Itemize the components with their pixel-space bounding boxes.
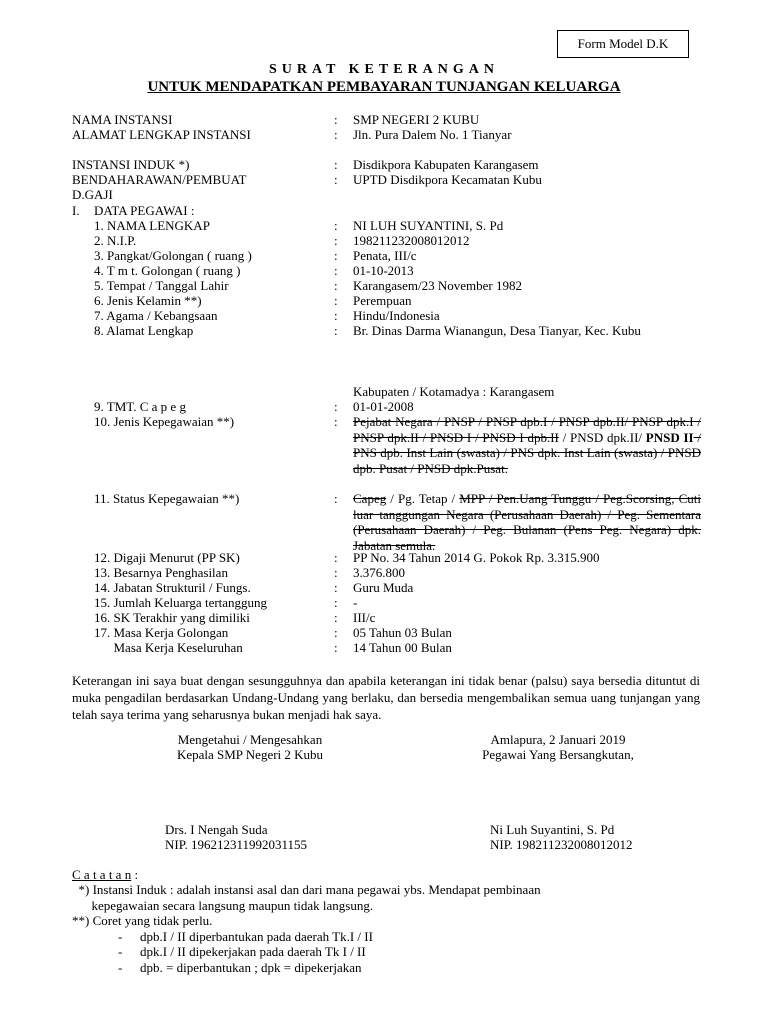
field-value: Hindu/Indonesia — [353, 308, 440, 323]
section-data-pegawai — [0, 203, 768, 218]
note-bullet: - — [118, 960, 123, 975]
field-label: 8. Alamat Lengkap — [94, 323, 194, 338]
field-label: 5. Tempat / Tanggal Lahir — [94, 278, 229, 293]
item-row: 14. Jabatan Strukturil / Fungs. : Guru Muda — [94, 580, 414, 595]
item-row: Masa Kerja Keseluruhan : 14 Tahun 00 Bulan — [94, 640, 452, 655]
note-bullet: - — [118, 944, 123, 959]
field-label: D.GAJI — [72, 187, 113, 202]
notes-title-row — [72, 867, 138, 883]
item-row: 16. SK Terakhir yang dimiliki : III/c — [94, 610, 376, 625]
field-label: Masa Kerja Keseluruhan — [94, 640, 243, 655]
field-value: Jln. Pura Dalem No. 1 Tianyar — [353, 127, 512, 142]
left-sign-line1: Mengetahui / Mengesahkan — [177, 732, 323, 747]
field-label: 4. T m t. Golongan ( ruang ) — [94, 263, 241, 278]
bendahara-row: BENDAHARAWAN/PEMBUAT : UPTD Disdikpora Kecamatan Kubu — [72, 172, 542, 187]
field-value: UPTD Disdikpora Kecamatan Kubu — [353, 172, 542, 187]
item-row: 4. T m t. Golongan ( ruang ) : 01-10-2013 — [94, 263, 414, 278]
field-value: - — [353, 595, 358, 610]
note-bullet-3: dpb. = diperbantukan ; dpk = dipekerjakan — [140, 960, 362, 975]
left-sign-name: Drs. I Nengah Suda — [165, 822, 268, 837]
item-row: 13. Besarnya Penghasilan : 3.376.800 — [94, 565, 405, 580]
notes-title: C a t a t a n — [72, 867, 132, 882]
right-sign-name: Ni Luh Suyantini, S. Pd — [490, 822, 615, 837]
field-value: PP No. 34 Tahun 2014 G. Pokok Rp. 3.315.900 — [353, 550, 600, 565]
left-sign-line2: Kepala SMP Negeri 2 Kubu — [176, 747, 324, 762]
note-2: **) Coret yang tidak perlu. — [72, 913, 213, 928]
note-1b: kepegawaian secara langsung maupun tidak langsung. — [72, 898, 374, 913]
notes-colon: : — [131, 867, 139, 882]
field-label: 13. Besarnya Penghasilan — [94, 565, 228, 580]
section-number: I. — [72, 203, 80, 218]
field-label: 12. Digaji Menurut (PP SK) — [94, 550, 240, 565]
item-row: 5. Tempat / Tanggal Lahir : Karangasem/23 November 1982 — [94, 278, 522, 293]
selected-option: / Pg. Tetap / — [386, 491, 460, 506]
jenis-kepegawaian-row: 10. Jenis Kepegawaian **) : — [94, 414, 338, 429]
right-sign-line2: Pegawai Yang Bersangkutan, — [482, 747, 634, 762]
field-value: NI LUH SUYANTINI, S. Pd — [353, 218, 504, 233]
item-row: 8. Alamat Lengkap : Br. Dinas Darma Wianangun, Desa Tianyar, Kec. Kubu — [94, 323, 641, 338]
bendahara-row-cont — [0, 187, 768, 202]
item-row: 2. N.I.P. : 198211232008012012 — [94, 233, 470, 248]
jenis-kepegawaian-value — [353, 414, 701, 476]
field-value: Perempuan — [353, 293, 412, 308]
item-row: 17. Masa Kerja Golongan : 05 Tahun 03 Bulan — [94, 625, 452, 640]
field-label: NAMA INSTANSI — [72, 112, 173, 127]
field-label: INSTANSI INDUK *) — [72, 157, 190, 172]
document-subtitle: UNTUK MENDAPATKAN PEMBAYARAN TUNJANGAN KELUARGA — [147, 79, 621, 95]
field-value: Penata, III/c — [353, 248, 417, 263]
separator-text: / PNSD dpk.II/ — [558, 429, 646, 445]
field-value: 3.376.800 — [353, 565, 405, 580]
document-title: SURAT KETERANGAN — [268, 62, 499, 77]
field-label: 3. Pangkat/Golongan ( ruang ) — [94, 248, 252, 263]
right-sign-nip: NIP. 198211232008012012 — [490, 837, 633, 852]
field-label: 11. Status Kepegawaian **) — [94, 491, 240, 506]
note-1a: *) Instansi Induk : adalah instansi asal dan dari mana pegawai ybs. Mendapat pembinaan — [72, 882, 541, 897]
field-label: 15. Jumlah Keluarga tertanggung — [94, 595, 268, 610]
item-row: 12. Digaji Menurut (PP SK) : PP No. 34 Tahun 2014 G. Pokok Rp. 3.315.900 — [94, 550, 600, 565]
instansi-induk-row: INSTANSI INDUK *) : Disdikpora Kabupaten Karangasem — [72, 157, 539, 172]
struck-text: / PNS dpb. Inst Lain (swasta) / PNS dpk. Inst Lain (swasta) / PNSD dpb. Pusat / PNSD dpk.Pusat. — [353, 429, 701, 476]
capeg-row: 9. TMT. C a p e g : 01-01-2008 — [94, 399, 414, 414]
field-value: SMP NEGERI 2 KUBU — [353, 112, 480, 127]
right-sign-line1: Amlapura, 2 Januari 2019 — [490, 732, 626, 747]
struck-text: Pejabat Negara / PNSP / PNSP dpb.I / PNSP dpb.II/ PNSP dpk.I / PNSP dpk.II / PNSD I / PNSD I dpb.II — [353, 414, 701, 445]
item-row: 15. Jumlah Keluarga tertanggung : - — [94, 595, 358, 610]
note-bullet-2: dpk.I / II dipekerjakan pada daerah Tk I / II — [140, 944, 366, 959]
field-label: BENDAHARAWAN/PEMBUAT — [72, 172, 247, 187]
field-label: 10. Jenis Kepegawaian **) — [94, 414, 235, 429]
section-title: DATA PEGAWAI : — [94, 203, 195, 218]
selected-option: PNSD II — [645, 429, 694, 445]
field-value: Karangasem/23 November 1982 — [353, 278, 522, 293]
field-value: 14 Tahun 00 Bulan — [353, 640, 452, 655]
status-kepegawaian-value — [353, 491, 701, 553]
item-row: 7. Agama / Kebangsaan : Hindu/Indonesia — [94, 308, 440, 323]
field-value: Disdikpora Kabupaten Karangasem — [353, 157, 539, 172]
field-value: Br. Dinas Darma Wianangun, Desa Tianyar, Kec. Kubu — [353, 323, 641, 338]
field-label: 6. Jenis Kelamin **) — [94, 293, 202, 308]
instansi-alamat-row: ALAMAT LENGKAP INSTANSI : Jln. Pura Dalem No. 1 Tianyar — [72, 127, 512, 142]
field-value: 01-01-2008 — [353, 399, 414, 414]
form-model-box: Form Model D.K — [557, 30, 689, 58]
field-label: 16. SK Terakhir yang dimiliki — [94, 610, 250, 625]
instansi-nama-row: NAMA INSTANSI : SMP NEGERI 2 KUBU — [72, 112, 480, 127]
item-row: 3. Pangkat/Golongan ( ruang ) : Penata, III/c — [94, 248, 417, 263]
item-row: 1. NAMA LENGKAP : NI LUH SUYANTINI, S. Pd — [94, 218, 504, 233]
field-label: ALAMAT LENGKAP INSTANSI — [72, 127, 251, 142]
field-label: 14. Jabatan Strukturil / Fungs. — [94, 580, 251, 595]
struck-text: Capeg — [353, 491, 387, 506]
field-value: 198211232008012012 — [353, 233, 470, 248]
field-label: 1. NAMA LENGKAP — [94, 218, 210, 233]
field-label: 2. N.I.P. — [94, 233, 137, 248]
field-label: 9. TMT. C a p e g — [94, 399, 186, 414]
note-bullet-1: dpb.I / II diperbantukan pada daerah Tk.I / II — [140, 929, 373, 944]
field-value: III/c — [353, 610, 376, 625]
field-value: 01-10-2013 — [353, 263, 414, 278]
field-value: 05 Tahun 03 Bulan — [353, 625, 452, 640]
status-kepegawaian-row: 11. Status Kepegawaian **) : — [94, 491, 338, 506]
note-bullet: - — [118, 929, 123, 944]
field-value: Guru Muda — [353, 580, 414, 595]
struck-text: MPP / Pen.Uang Tunggu / Peg.Scorsing, Cuti luar tanggungan Negara (Perusahaan Daerah) / Peg. Sementara (Perusahaan Daerah) / Peg. Bulanan (Pens Peg. Negara) dpk. Jabatan semula. — [353, 491, 702, 553]
kabupaten-line: Kabupaten / Kotamadya : Karangasem — [353, 384, 555, 399]
item-row: 6. Jenis Kelamin **) : Perempuan — [94, 293, 412, 308]
field-label: 17. Masa Kerja Golongan — [94, 625, 229, 640]
left-sign-nip: NIP. 196212311992031155 — [165, 837, 308, 852]
field-label: 7. Agama / Kebangsaan — [94, 308, 218, 323]
statement-paragraph: Keterangan ini saya buat dengan sesungguhnya dan apabila keterangan ini tidak benar (palsu) saya bersedia dituntut di muka pengadilan berdasarkan Undang-Undang yang berlaku, dan bersedia mengembalikan semua uang tunjangan yang telah saya terima yang seharusnya bukan menjadi hak saya. — [72, 673, 700, 722]
